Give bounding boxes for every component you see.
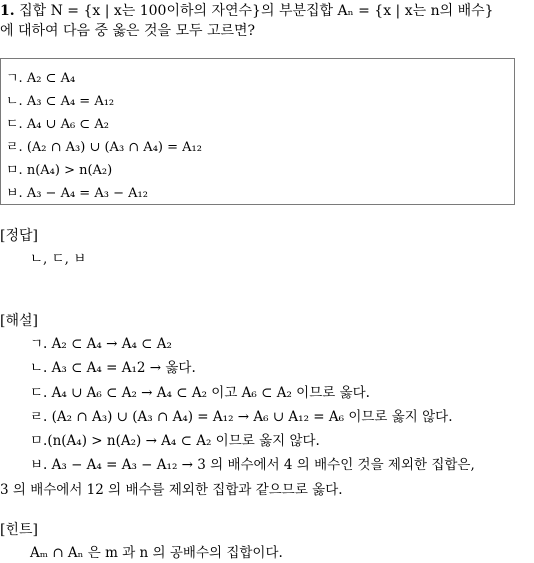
options-box [0, 58, 515, 205]
option-3: ㄷ. A₄ ∪ A₆ ⊂ A₂ [6, 117, 109, 132]
explanation-line-4: ㄹ. (A₂ ∩ A₃) ∪ (A₃ ∩ A₄) = A₁₂ → A₆ ∪ A₁₂ = A₆ 이므로 옳지 않다. [30, 409, 453, 425]
explanation-heading: [해설] [0, 313, 38, 329]
answer-value: ㄴ, ㄷ, ㅂ [30, 251, 87, 267]
question-line-2: 에 대하여 다음 중 옳은 것을 모두 고르면? [0, 23, 256, 39]
question-text-1: 집합 N = {x | x는 100이하의 자연수}의 부분집합 Aₙ = {x | x는 n의 배수} [19, 3, 494, 19]
option-2: ㄴ. A₃ ⊂ A₄ = A₁₂ [6, 94, 115, 109]
explanation-line-5: ㅁ.(n(A₄) > n(A₂) → A₄ ⊂ A₂ 이므로 옳지 않다. [30, 433, 320, 449]
option-6: ㅂ. A₃ − A₄ = A₃ − A₁₂ [6, 186, 148, 201]
option-5: ㅁ. n(A₄) > n(A₂) [6, 163, 113, 178]
hint-heading: [힌트] [0, 522, 38, 538]
explanation-line-2: ㄴ. A₃ ⊂ A₄ = A₁2 → 옳다. [30, 360, 196, 376]
question-number: 1. [0, 3, 15, 19]
option-4: ㄹ. (A₂ ∩ A₃) ∪ (A₃ ∩ A₄) = A₁₂ [6, 140, 202, 155]
explanation-line-3: ㄷ. A₄ ∪ A₆ ⊂ A₂ → A₄ ⊂ A₂ 이고 A₆ ⊂ A₂ 이므로 옳다. [30, 385, 370, 401]
question-line-1 [0, 1, 494, 21]
explanation-line-1: ㄱ. A₂ ⊂ A₄ → A₄ ⊂ A₂ [30, 336, 172, 352]
answer-heading: [정답] [0, 228, 38, 244]
hint-value: Aₘ ∩ Aₙ 은 m 과 n 의 공배수의 집합이다. [30, 545, 283, 561]
option-1: ㄱ. A₂ ⊂ A₄ [6, 71, 76, 86]
explanation-line-6: ㅂ. A₃ − A₄ = A₃ − A₁₂ → 3 의 배수에서 4 의 배수인 것을 제외한 집합은, [30, 457, 475, 473]
explanation-continuation: 3 의 배수에서 12 의 배수를 제외한 집합과 같으므로 옳다. [0, 482, 343, 498]
